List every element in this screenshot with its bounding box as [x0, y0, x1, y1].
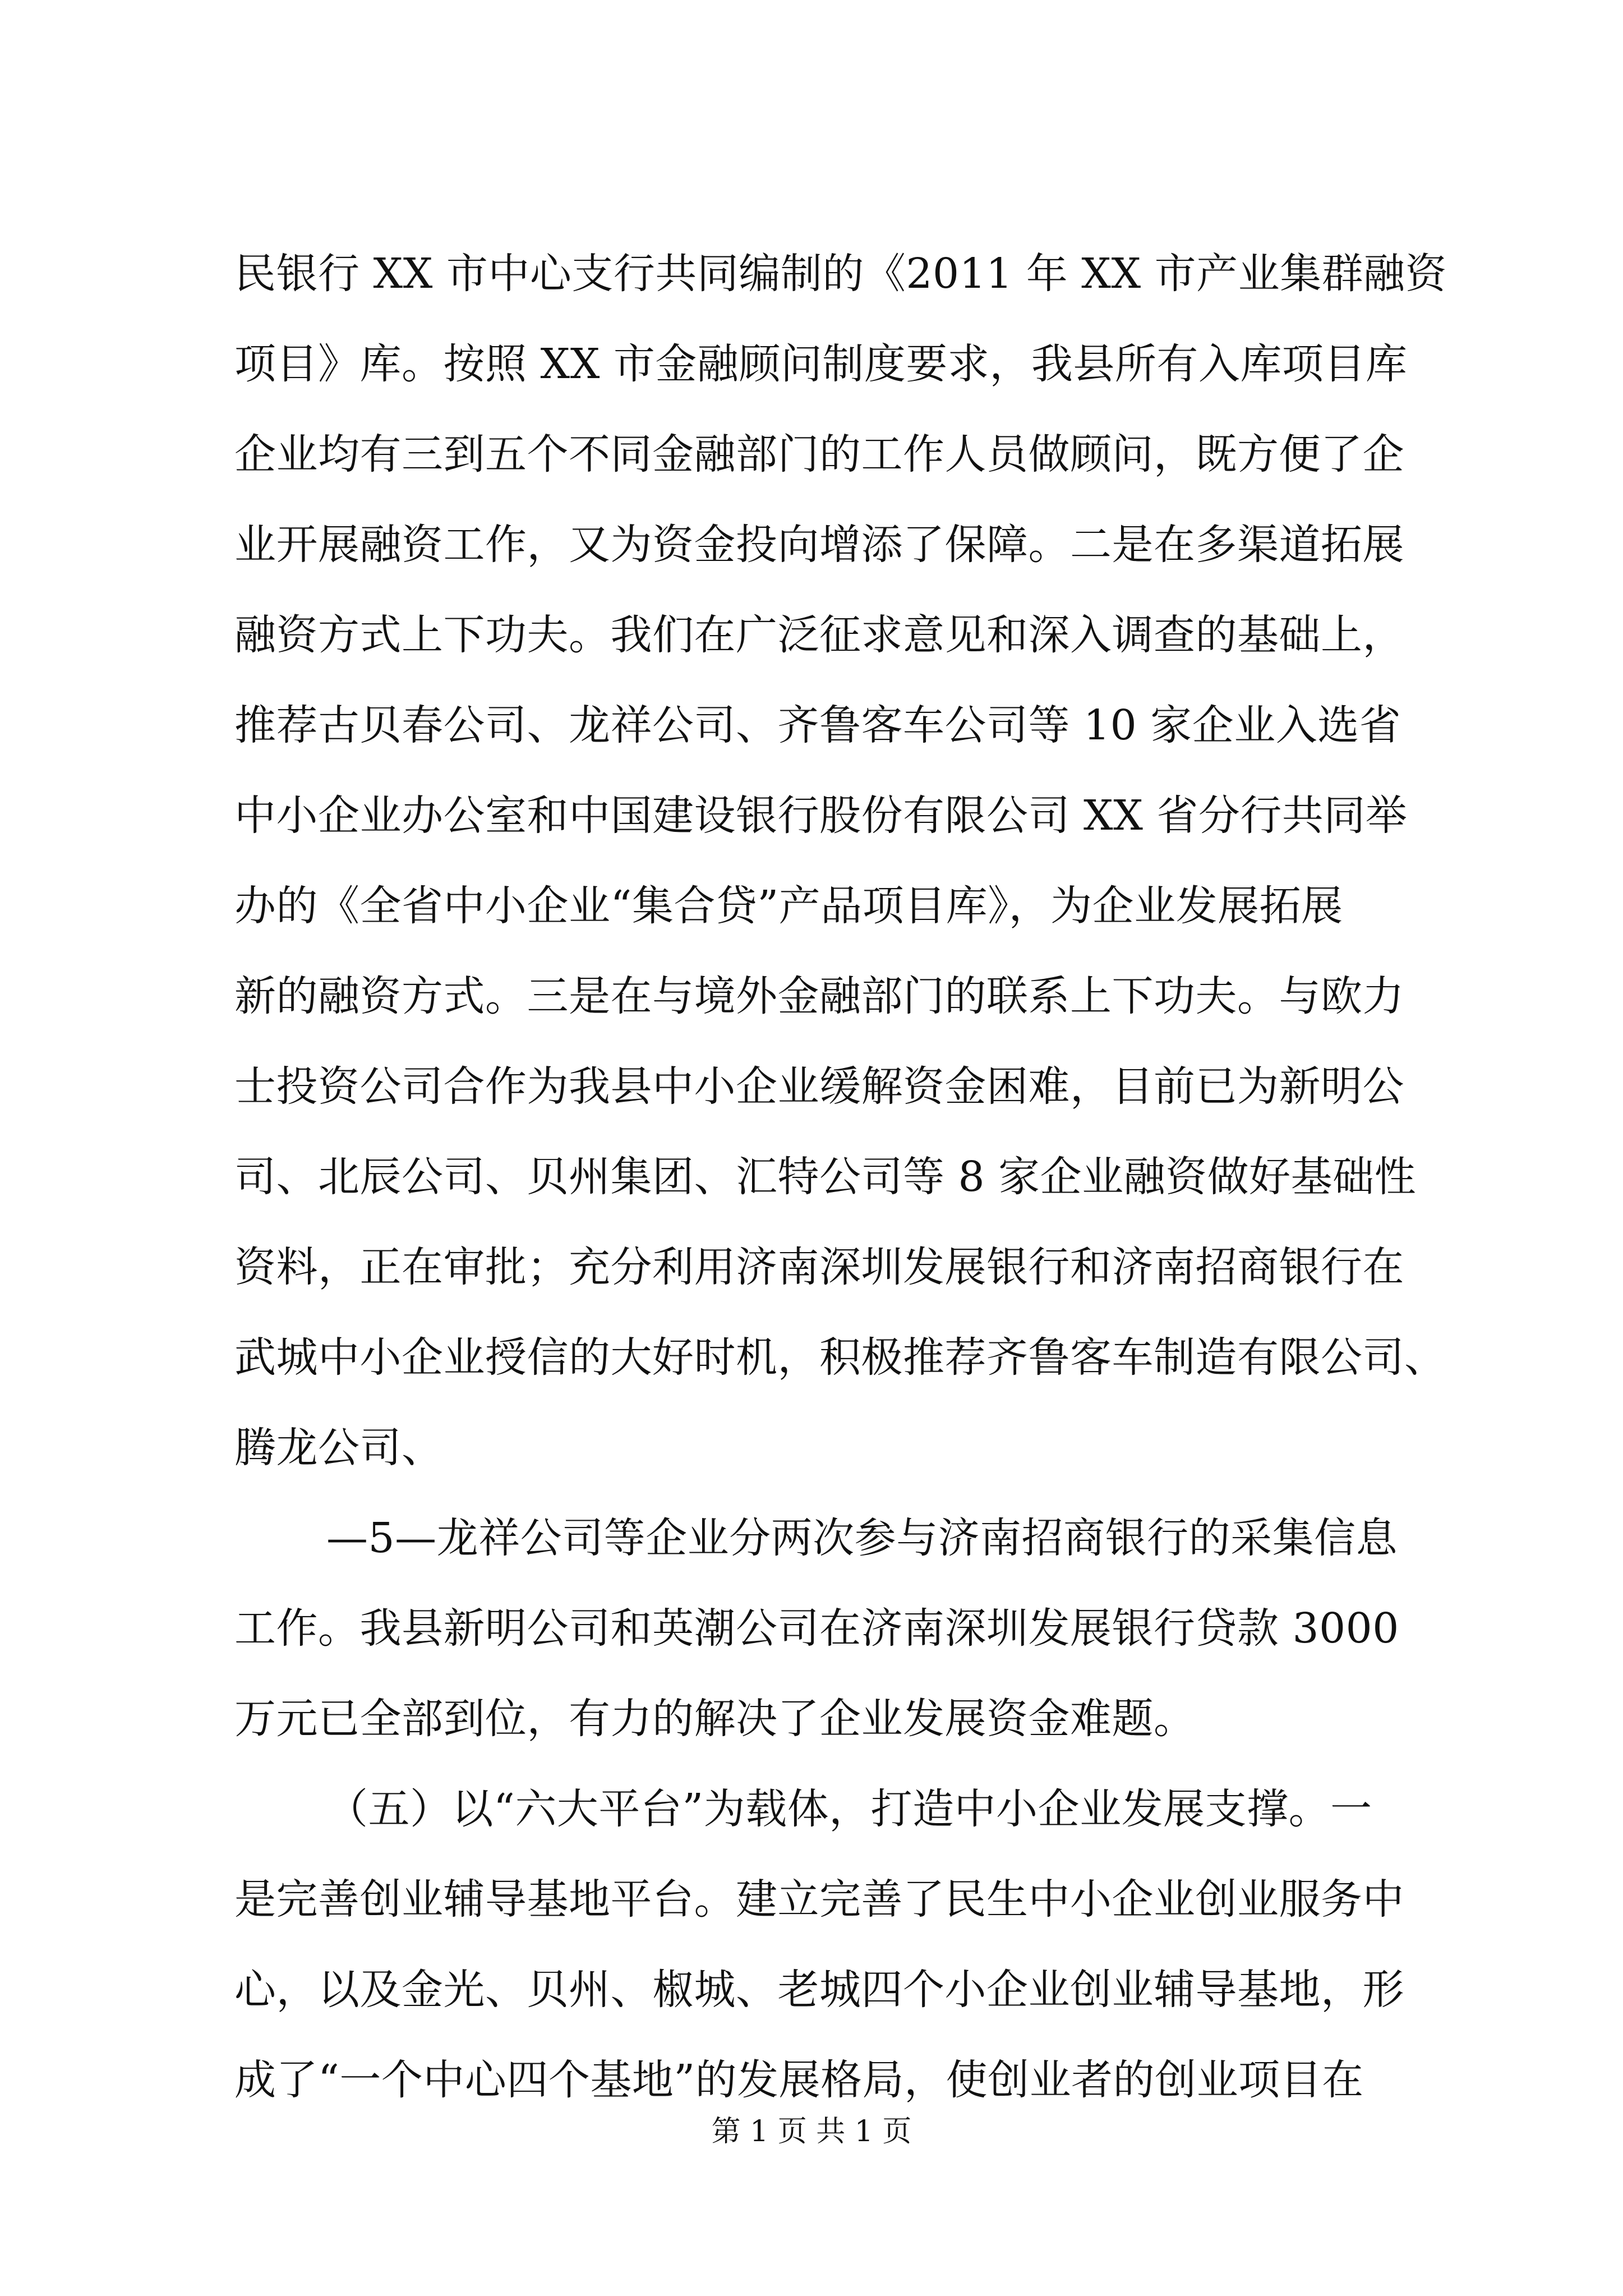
text-line: 办的《全省中小企业“集合贷”产品项目库》，为企业发展拓展 [234, 882, 1343, 930]
text-line: 是完善创业辅导基地平台。建立完善了民生中小企业创业服务中 [234, 1875, 1404, 1924]
page-footer [0, 2109, 1623, 2154]
text-line: 资料，正在审批；充分利用济南深圳发展银行和济南招商银行在 [234, 1243, 1404, 1291]
text-line: （五）以“六大平台”为载体，打造中小企业发展支撑。一 [326, 1785, 1372, 1833]
text-line: 融资方式上下功夫。我们在广泛征求意见和深入调查的基础上， [234, 611, 1404, 659]
text-line: 民银行 XX 市中心支行共同编制的《2011 年 XX 市产业集群融资 [234, 250, 1447, 298]
text-line: —5—龙祥公司等企业分两次参与济南招商银行的采集信息 [326, 1514, 1398, 1562]
text-line: 中小企业办公室和中国建设银行股份有限公司 XX 省分行共同举 [234, 792, 1408, 840]
text-line: 业开展融资工作，又为资金投向增添了保障。二是在多渠道拓展 [234, 521, 1404, 569]
text-line: 新的融资方式。三是在与境外金融部门的联系上下功夫。与欧力 [234, 972, 1404, 1020]
text-line: 司、北辰公司、贝州集团、汇特公司等 8 家企业融资做好基础性 [234, 1153, 1417, 1201]
text-line: 武城中小企业授信的大好时机，积极推荐齐鲁客车制造有限公司、 [234, 1333, 1446, 1382]
text-line: 企业均有三到五个不同金融部门的工作人员做顾问，既方便了企 [234, 430, 1404, 478]
text-line: 士投资公司合作为我县中小企业缓解资金困难，目前已为新明公 [234, 1062, 1404, 1111]
text-line: 项目》库。按照 XX 市金融顾问制度要求，我县所有入库项目库 [234, 340, 1408, 388]
text-line: 推荐古贝春公司、龙祥公司、齐鲁客车公司等 10 家企业入选省 [234, 701, 1401, 749]
text-line: 工作。我县新明公司和英潮公司在济南深圳发展银行贷款 3000 [234, 1604, 1399, 1653]
page-number-label: 第 1 页 共 1 页 [711, 2115, 912, 2148]
text-line: 成了“一个中心四个基地”的发展格局，使创业者的创业项目在 [234, 2056, 1364, 2104]
text-line: 心，以及金光、贝州、椒城、老城四个小企业创业辅导基地，形 [234, 1966, 1404, 2014]
text-line: 万元已全部到位，有力的解决了企业发展资金难题。 [234, 1695, 1196, 1743]
document-body [234, 229, 1447, 2125]
text-line: 腾龙公司、 [234, 1424, 444, 1472]
